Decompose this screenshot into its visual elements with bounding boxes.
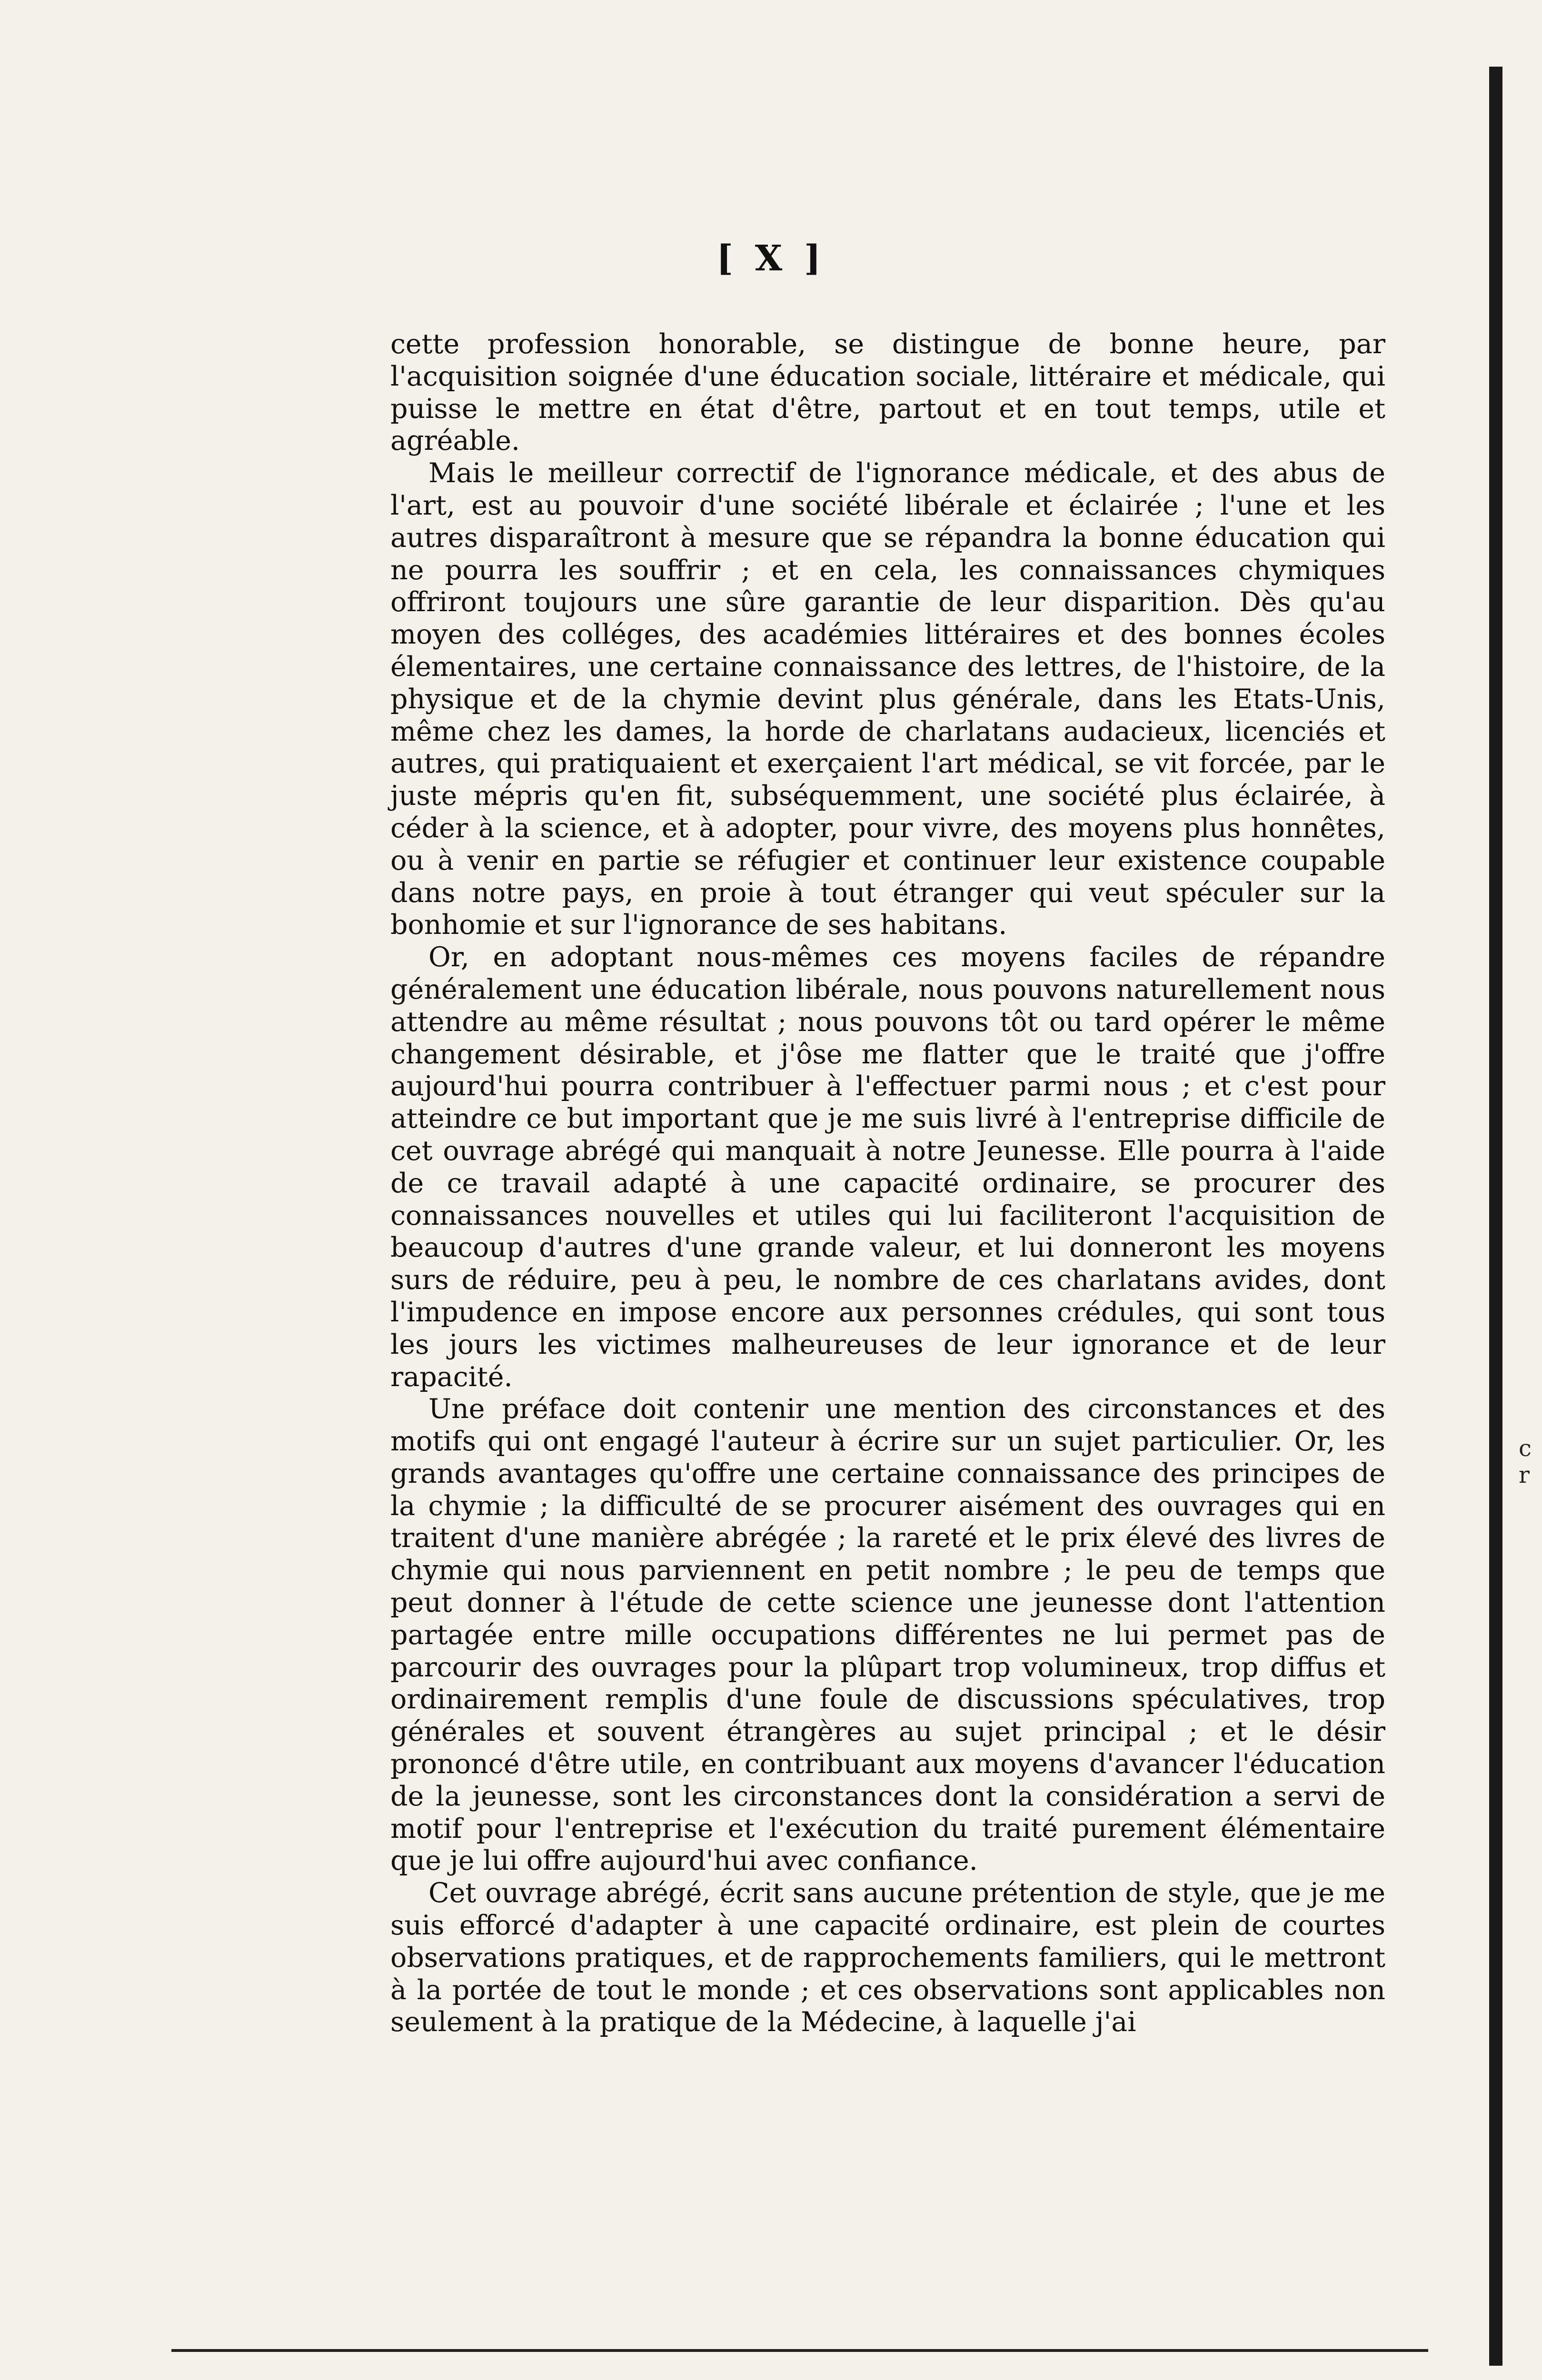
body-text xyxy=(390,328,1385,2039)
edge-glyph-1: c xyxy=(1519,1435,1532,1462)
page-header: [ X ] xyxy=(716,238,826,279)
paragraph-3: Or, en adoptant nous-mêmes ces moyens faciles de répandre généralement une éducation libérale, nous pouvons naturellement nous attendre au même résultat ; nous pouvons tôt ou tard opérer le même changement désirable, et j'ôse me flatter que le traité que j'offre aujourd'hui pourra contribuer à l'effectuer parmi nous ; et c'est pour atteindre ce but important que je me suis livré à l'entreprise difficile de cet ouvrage abrégé qui manquait à notre Jeunesse. Elle pourra à l'aide de ce travail adapté à une capacité ordinaire, se procurer des connaissances nouvelles et utiles qui lui faciliteront l'acquisition de beaucoup d'autres d'une grande valeur, et lui donneront les moyens surs de réduire, peu à peu, le nombre de ces charlatans avides, dont l'impudence en impose encore aux personnes crédules, qui sont tous les jours les victimes malheureuses de leur ignorance et de leur rapacité. xyxy=(390,942,1385,1393)
bottom-rule xyxy=(171,2349,1428,2352)
binding-edge-bar xyxy=(1489,67,1502,2366)
paragraph-4: Une préface doit contenir une mention des circonstances et des motifs qui ont engagé l'auteur à écrire sur un sujet particulier. Or, les grands avantages qu'offre une certaine connaissance des principes de la chymie ; la difficulté de se procurer aisément des ouvrages qui en traitent d'une manière abrégée ; la rareté et le prix élevé des livres de chymie qui nous parviennent en petit nombre ; le peu de temps que peut donner à l'étude de cette science une jeunesse dont l'attention partagée entre mille occupations différentes ne lui permet pas de parcourir des ouvrages pour la plûpart trop volumineux, trop diffus et ordinairement remplis d'une foule de discussions spéculatives, trop générales et souvent étrangères au sujet principal ; et le désir prononcé d'être utile, en contribuant aux moyens d'avancer l'éducation de la jeunesse, sont les circonstances dont la considération a servi de motif pour l'entreprise et l'exécution du traité purement élémentaire que je lui offre aujourd'hui avec confiance. xyxy=(390,1393,1385,1877)
edge-glyph-2: r xyxy=(1519,1462,1530,1488)
paragraph-2: Mais le meilleur correctif de l'ignorance médicale, et des abus de l'art, est au pouvoir d'une société libérale et éclairée ; l'une et les autres disparaîtront à mesure que se répandra la bonne éducation qui ne pourra les souffrir ; et en cela, les connaissances chymiques offriront toujours une sûre garantie de leur disparition. Dès qu'au moyen des colléges, des académies littéraires et des bonnes écoles élementaires, une certaine connaissance des lettres, de l'histoire, de la physique et de la chymie devint plus générale, dans les Etats-Unis, même chez les dames, la horde de charlatans audacieux, licenciés et autres, qui pratiquaient et exerçaient l'art médical, se vit forcée, par le juste mépris qu'en fit, subséquemment, une société plus éclairée, à céder à la science, et à adopter, pour vivre, des moyens plus honnêtes, ou à venir en partie se réfugier et continuer leur existence coupable dans notre pays, en proie à tout étranger qui veut spéculer sur la bonhomie et sur l'ignorance de ses habitans. xyxy=(390,457,1385,941)
paragraph-5: Cet ouvrage abrégé, écrit sans aucune prétention de style, que je me suis efforcé d'adapter à une capacité ordinaire, est plein de courtes observations pratiques, et de rapprochements familiers, qui le mettront à la portée de tout le monde ; et ces observations sont applicables non seulement à la pratique de la Médecine, à laquelle j'ai xyxy=(390,1877,1385,2038)
edge-glyphs xyxy=(1519,1435,1532,1488)
paragraph-1: cette profession honorable, se distingue de bonne heure, par l'acquisition soignée d'une éducation sociale, littéraire et médicale, qui puisse le mettre en état d'être, partout et en tout temps, utile et agréable. xyxy=(390,328,1385,457)
